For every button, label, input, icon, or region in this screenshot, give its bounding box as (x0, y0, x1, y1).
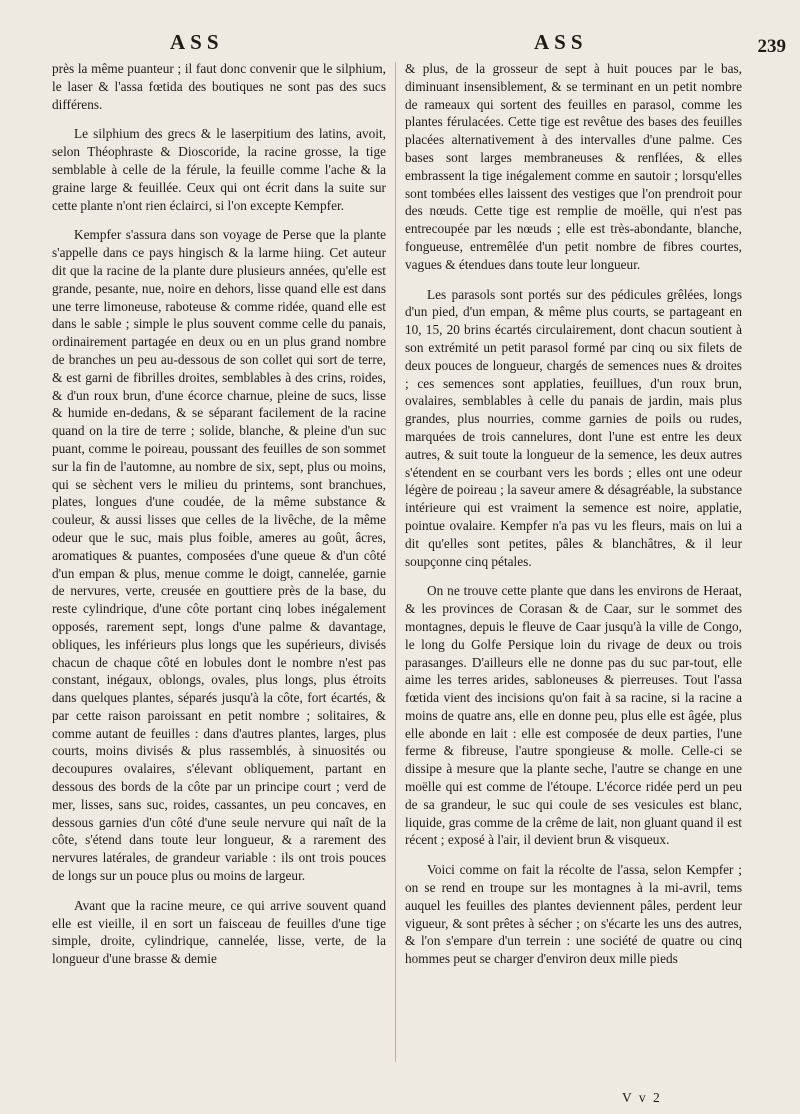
column-divider (395, 62, 396, 1062)
running-head-left: ASS (170, 30, 224, 54)
right-paragraph-1: & plus, de la grosseur de sept à huit pouces par le bas, diminuant insensiblement, & se terminant en un petit nombre de rameaux qui sortent des feuilles en parasol, comme les plantes férulacées. Cette tige est revêtue des bases des feuilles placées alternativement à des intervalles d'une palme. Ces bases sont larges membraneuses & renflées, & elles embrassent la tige inégalement comme en sautoir ; lorsqu'elles sont tombées elles laissent des vestiges que l'on prendroit pour des nœuds. Cette tige est remplie de moëlle, qui n'est pas entrecoupée par les nœuds ; elle est très-abondante, blanche, fongueuse, entremêlée d'un petit nombre de fibres courtes, vagues & étendues dans toute leur longueur. (405, 61, 742, 272)
left-paragraph-3: Kempfer s'assura dans son voyage de Perse que la plante s'appelle dans ce pays hingisch & la larme hiing. Cet auteur dit que la racine de la plante dure plusieurs années, qu'elle est grande, pesante, nue, noire en dehors, lisse quand elle est dans une terre limoneuse, raboteuse & comme ridée, quand elle est dans le sable ; simple le plus souvent comme celle du panais, ordinairement partagée en deux ou en un plus grand nombre de branches un peu au-dessous de son collet qui sort de terre, & est garni de fibrilles droites, semblables à des crins, roides, & d'un roux brun, d'une écorce charnue, pleine de sucs, lisse & humide en-dedans, & se séparant facilement de la racine quand on la tire de terre ; solide, blanche, & pleine d'un suc puant, comme le poireau, poussant des feuilles de son sommet sur la fin de l'automne, au nombre de six, sept, plus ou moins, qui se sèchent vers le milieu du printems, sont branchues, plates, longues d'une coudée, de la même substance & couleur, & aussi lisses que celles de la livêche, de la même odeur que le suc, mais plus foible, ameres au goût, âcres, aromatiques & puantes, composées d'une queue & d'un côté d'un empan & plus, menue comme le doigt, cannelée, garnie de nervures, verte, creusée en gouttiere près de la base, du reste cylindrique, d'une côte portant cinq lobes inégalement opposés, rarement sept, longs d'une palme & davantage, obliques, les inférieurs plus longs que les supérieurs, divisés chacun de chaque côté en lobules dont le nombre n'est pas constant, inégaux, oblongs, ovales, plus longs, plus étroits dans quelques plantes, séparés jusqu'à la côte, fort écartés, & par cette raison paroissant en petit nombre ; solitaires, & comme autant de feuilles : dans d'autres plantes, larges, plus courts, moins divisés & plus rassemblés, à sinuosités ou decoupures ovalaires, s'élevant obliquement, partant en dessous des bords de la côte par un principe court ; verd de mer, lisses, sans suc, roides, cassantes, un peu concaves, en dessous garnies d'un côté d'une seule nervure qui naît de la côte, s'étend dans toute leur longueur, & a rarement des nervures latérales, de grandeur variable : ils ont trois pouces de longs sur un pouce plus ou moins de largeur. (52, 227, 386, 884)
left-column (52, 60, 386, 980)
right-paragraph-4: Voici comme on fait la récolte de l'assa, selon Kempfer ; on se rend en troupe sur les montagnes à la mi-avril, tems auquel les feuilles des plantes deviennent pâles, perdent leur vigueur, & sont prêtes à sécher ; on s'écarte les uns des autres, & l'on s'empare d'un terrein : une société de quatre ou cinq hommes peut se charger d'environ deux mille pieds (405, 862, 742, 967)
right-paragraph-2: Les parasols sont portés sur des pédicules grêlées, longs d'un pied, d'un empan, & même plus courts, se partageant en 10, 15, 20 brins écartés circulairement, dont chacun soutient à son extrémité un petit parasol formé par cinq ou six filets de deux pouces de longueur, chargés de semences nues & droites ; ces semences sont applaties, feuillues, d'un roux brun, ovalaires, semblables à celle du panais de jardin, mais plus grandes, plus nourries, comme garnies de poils ou rudes, marquées de trois cannelures, dont l'une est entre les deux autres, & suit toute la longueur de la semence, les deux autres s'étendent en se courbant vers les bords ; elles ont une odeur légère de poireau ; la saveur amere & désagréable, la substance intérieure qui est vraiment la semence est noire, applatie, pointue ovalaire. Kempfer n'a pas vu les fleurs, mais on lui a dit qu'elles sont petites, pâles & blanchâtres, & il leur soupçonne cinq pétales. (405, 286, 742, 569)
right-paragraph-3: On ne trouve cette plante que dans les environs de Heraat, & les provinces de Corasan & de Caar, sur le sommet des montagnes, depuis le fleuve de Caar jusqu'à la ville de Congo, le long du Golfe Persique loin du rivage de deux ou trois parasanges. D'ailleurs elle ne donne pas du suc par-tout, elle aime les terres arides, sabloneuses & pierreuses. Tout l'assa fœtida vient des incisions qu'on fait à sa racine, si la racine a moins de quatre ans, elle en donne peu, plus elle est âgée, plus elle abonde en lait : elle est composée de deux parties, l'une ferme & fibreuse, l'autre spongieuse & molle. Celle-ci se dissipe à mesure que la plante seche, l'autre se change en une moëlle qui est comme de l'étoupe. L'écorce ridée perd un peu de sa grandeur, le suc qui coule de ses vesicules est blanc, liquide, gras comme de la crême de lait, non gluant quand il est récent ; exposé à l'air, il devient brun & visqueux. (405, 583, 742, 848)
page-number: 239 (757, 36, 786, 57)
running-head-right: ASS (534, 30, 588, 54)
left-paragraph-2: Le silphium des grecs & le laserpitium des latins, avoit, selon Théophraste & Dioscoride, la racine grosse, la tige semblable à celle de la férule, la feuille comme l'ache & la graine large & feuillée. Ceux qui ont écrit dans la suite sur cette plante n'ont rien éclairci, si l'on excepte Kempfer. (52, 126, 386, 213)
left-paragraph-4: Avant que la racine meure, ce qui arrive souvent quand elle est vieille, il en sort un faisceau de feuilles d'une tige simple, droite, cylindrique, cannelée, lisse, verte, de la longueur d'une brasse & demie (52, 897, 386, 967)
signature-mark: V v 2 (622, 1090, 662, 1105)
right-column (405, 60, 742, 980)
left-paragraph-1: près la même puanteur ; il faut donc convenir que le silphium, le laser & l'assa fœtida des boutiques ne sont pas des sucs différens. (52, 61, 386, 112)
